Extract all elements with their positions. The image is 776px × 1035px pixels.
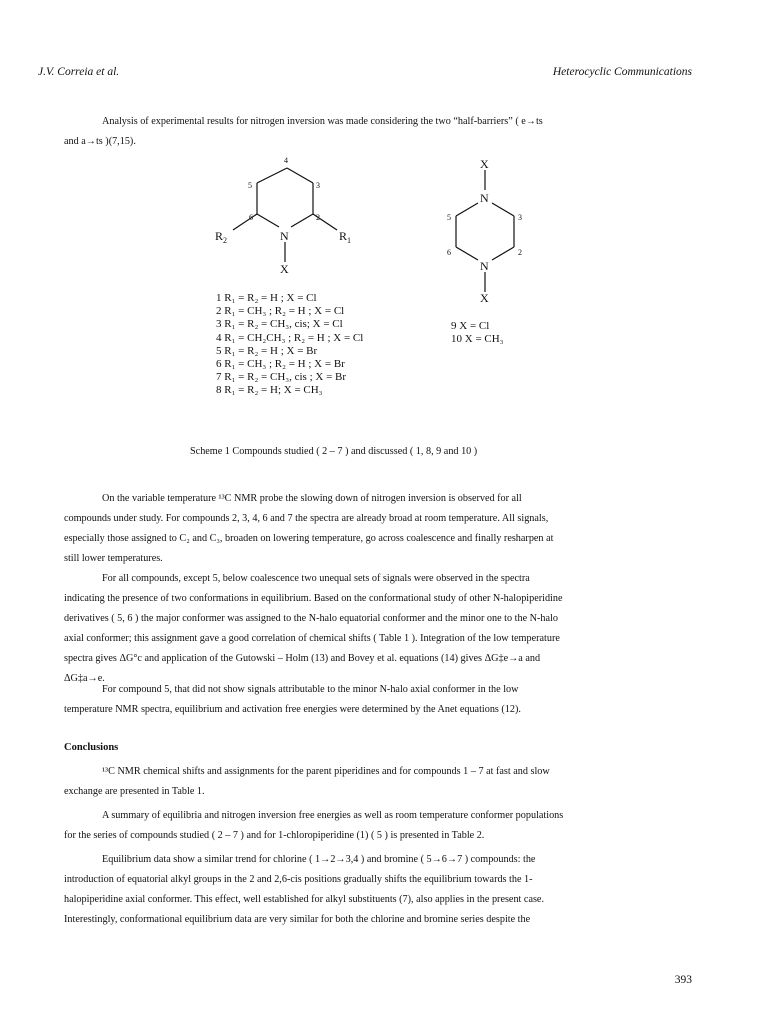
pip-c6-label: 6 [249, 213, 253, 222]
text-line: Equilibrium data show a similar trend for chlorine ( 1→2→3,4 ) and bromine ( 5→6→7 ) compounds: the [102, 854, 536, 865]
pz-x-top-label: X [480, 157, 489, 171]
text-line: indicating the presence of two conformations in equilibrium. Based on the conformational study of other N-halopiperidine [64, 593, 563, 604]
text-line: ΔG‡a→e. [64, 673, 105, 684]
pip-c2-label: 2 [316, 213, 320, 222]
text-line: A summary of equilibria and nitrogen inversion free energies as well as room temperature conformer populations [102, 810, 564, 821]
text-line: For all compounds, except 5, below coalescence two unequal sets of signals were observed in the spectra [102, 573, 530, 584]
compound-entry: 7 R₁ = R₂ = CH₃, cis ; X = Br [216, 371, 347, 384]
compound-entry: 10 X = CH₃ [451, 333, 504, 346]
text-line: introduction of equatorial alkyl groups in the 2 and 2,6-cis positions gradually shifts the equilibrium towards the 1- [64, 874, 533, 885]
compound-entry: 8 R₁ = R₂ = H; X = CH₃ [216, 384, 323, 397]
text-line: compounds under study. For compounds 2, 3, 4, 6 and 7 the spectra are already broad at room temperature. All signals, [64, 513, 549, 524]
pip-c4-label: 4 [284, 156, 288, 165]
compound-list [216, 292, 363, 398]
pip-c5-label: 5 [248, 181, 252, 190]
compound-entry: 3 R₁ = R₂ = CH₃, cis; X = Cl [216, 318, 343, 331]
text-line: spectra gives ΔG°c and application of the Gutowski – Holm (13) and Bovey et al. equations (14) gives ΔG‡e→a and [64, 653, 541, 664]
conclusions-paragraph-3 [64, 850, 678, 930]
running-header-journal: Heterocyclic Communications [552, 66, 692, 78]
intro-paragraph [64, 112, 678, 152]
text-line: axial conformer; this assignment gave a good correlation of chemical shifts ( Table 1 ). Integration of the low temperature [64, 633, 560, 644]
intro-line: Analysis of experimental results for nitrogen inversion was made considering the two “half-barriers” ( e→ts [102, 116, 543, 127]
compound-entry: 1 R₁ = R₂ = H ; X = Cl [216, 292, 317, 304]
page-number: 393 [674, 974, 692, 986]
piperazine-structure [456, 170, 514, 292]
text-line: for the series of compounds studied ( 2 – 7 ) and for 1-chloropiperidine (1) ( 5 ) is presented in Table 2. [64, 830, 485, 841]
text-line: Interestingly, conformational equilibrium data are very similar for both the chlorine and bromine series despite the [64, 914, 531, 925]
text-line: still lower temperatures. [64, 553, 163, 564]
paragraph-conformers [64, 569, 678, 689]
pip-r2-label: $R_2$ [215, 229, 228, 245]
conclusions-paragraph-1 [64, 762, 678, 802]
pz-c5-label: 5 [447, 213, 451, 222]
pz-x-bot-label: X [480, 291, 489, 305]
compound-entry: 6 R₁ = CH₃ ; R₂ = H ; X = Br [216, 358, 345, 371]
running-header-authors: J.V. Correia et al. [38, 66, 120, 78]
pz-c3-label: 3 [518, 213, 522, 222]
intro-line: and a→ts )(7,15). [64, 136, 136, 147]
pip-nitrogen-label: N [280, 229, 289, 243]
piperazine-compound-list [451, 320, 504, 346]
text-line: halopiperidine axial conformer. This effect, well established for alkyl substituents (7), also applies in the present case. [64, 894, 544, 905]
pip-x-label: X [280, 262, 289, 276]
compound-entry: 4 R₁ = CH₂CH₃ ; R₂ = H ; X = Cl [216, 331, 364, 344]
conclusions-paragraph-2 [64, 806, 678, 846]
text-line: exchange are presented in Table 1. [64, 786, 205, 797]
paragraph-compound-5 [64, 680, 678, 720]
pz-n-bot-label: N [480, 259, 489, 273]
scheme-1 [0, 150, 776, 470]
text-line: For compound 5, that did not show signals attributable to the minor N-halo axial conformer in the low [102, 684, 519, 695]
scheme-caption: Scheme 1 Compounds studied ( 2 – 7 ) and discussed ( 1, 8, 9 and 10 ) [190, 446, 478, 457]
text-line: temperature NMR spectra, equilibrium and activation free energies were determined by the Anet equations (12). [64, 704, 521, 715]
pz-c6-label: 6 [447, 248, 451, 257]
text-line: derivatives ( 5, 6 ) the major conformer was assigned to the N-halo equatorial conformer and the minor one to the N-halo [64, 613, 558, 624]
text-line: On the variable temperature ¹³C NMR probe the slowing down of nitrogen inversion is observed for all [102, 493, 522, 504]
compound-entry: 5 R₁ = R₂ = H ; X = Br [216, 344, 318, 357]
pip-c3-label: 3 [316, 181, 320, 190]
pip-r1-label: $R_1$ [339, 229, 352, 245]
compound-entry: 2 R₁ = CH₃ ; R₂ = H ; X = Cl [216, 305, 345, 318]
scheme-structures [0, 150, 776, 470]
pz-c2-label: 2 [518, 248, 522, 257]
text-line: ¹³C NMR chemical shifts and assignments for the parent piperidines and for compounds 1 – 7 at fast and slow [102, 766, 550, 777]
text-line: especially those assigned to C₂ and C₃, broaden on lowering temperature, go across coalescence and finally resharpen at [64, 533, 554, 544]
pz-n-top-label: N [480, 191, 489, 205]
paragraph-nmr-observation [64, 489, 678, 569]
conclusions-heading: Conclusions [64, 742, 119, 753]
compound-entry: 9 X = Cl [451, 320, 490, 332]
